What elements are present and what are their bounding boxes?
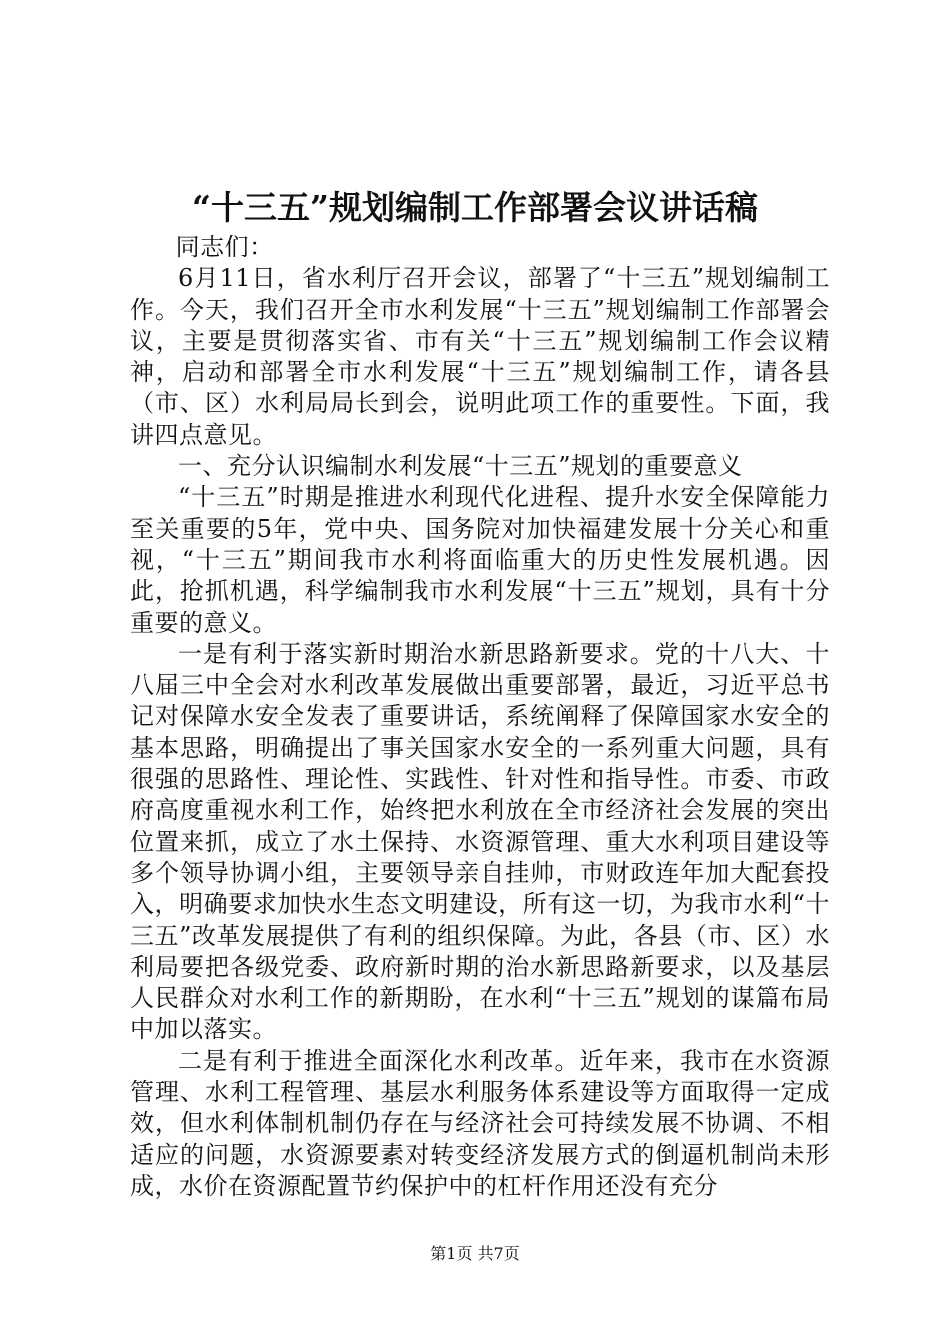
document-body — [130, 232, 830, 1202]
paragraph-significance: “十三五”时期是推进水利现代化进程、提升水安全保障能力至关重要的5年，党中央、国务院对加快福建发展十分关心和重视，“十三五”期间我市水利将面临重大的历史性发展机遇。因此，抢抓机遇，科学编制我市水利发展“十三五”规划，具有十分重要的意义。 — [130, 483, 830, 637]
section-heading-1: 一、充分认识编制水利发展“十三五”规划的重要意义 — [178, 452, 743, 481]
page-number-footer: 第1页 共7页 — [430, 1244, 520, 1263]
paragraph-point-1: 一是有利于落实新时期治水新思路新要求。党的十八大、十八届三中全会对水利改革发展做出重要部署，最近，习近平总书记对保障水安全发表了重要讲话，系统阐释了保障国家水安全的基本思路，明确提出了事关国家水安全的一系列重大问题，具有很强的思路性、理论性、实践性、针对性和指导性。市委、市政府高度重视水利工作，始终把水利放在全市经济社会发展的突出位置来抓，成立了水土保持、水资源管理、重大水利项目建设等多个领导协调小组，主要领导亲自挂帅，市财政连年加大配套投入，明确要求加快水生态文明建设，所有这一切，为我市水利“十三五”改革发展提供了有利的组织保障。为此，各县（市、区）水利局要把各级党委、政府新时期的治水新思路新要求，以及基层人民群众对水利工作的新期盼，在水利“十三五”规划的谋篇布局中加以落实。 — [130, 639, 830, 1044]
salutation: 同志们： — [175, 233, 274, 261]
document-title: “十三五”规划编制工作部署会议讲话稿 — [192, 188, 758, 227]
paragraph-point-2: 二是有利于推进全面深化水利改革。近年来，我市在水资源管理、水利工程管理、基层水利服务体系建设等方面取得一定成效，但水利体制机制仍存在与经济社会可持续发展不协调、不相适应的问题，水资源要素对转变经济发展方式的倒逼机制尚未形成，水价在资源配置节约保护中的杠杆作用还没有充分 — [130, 1046, 830, 1200]
paragraph-intro: 6月11日，省水利厅召开会议，部署了“十三五”规划编制工作。今天，我们召开全市水利发展“十三五”规划编制工作部署会议，主要是贯彻落实省、市有关“十三五”规划编制工作会议精神，启动和部署全市水利发展“十三五”规划编制工作，请各县（市、区）水利局局长到会，说明此项工作的重要性。下面，我讲四点意见。 — [130, 264, 830, 449]
